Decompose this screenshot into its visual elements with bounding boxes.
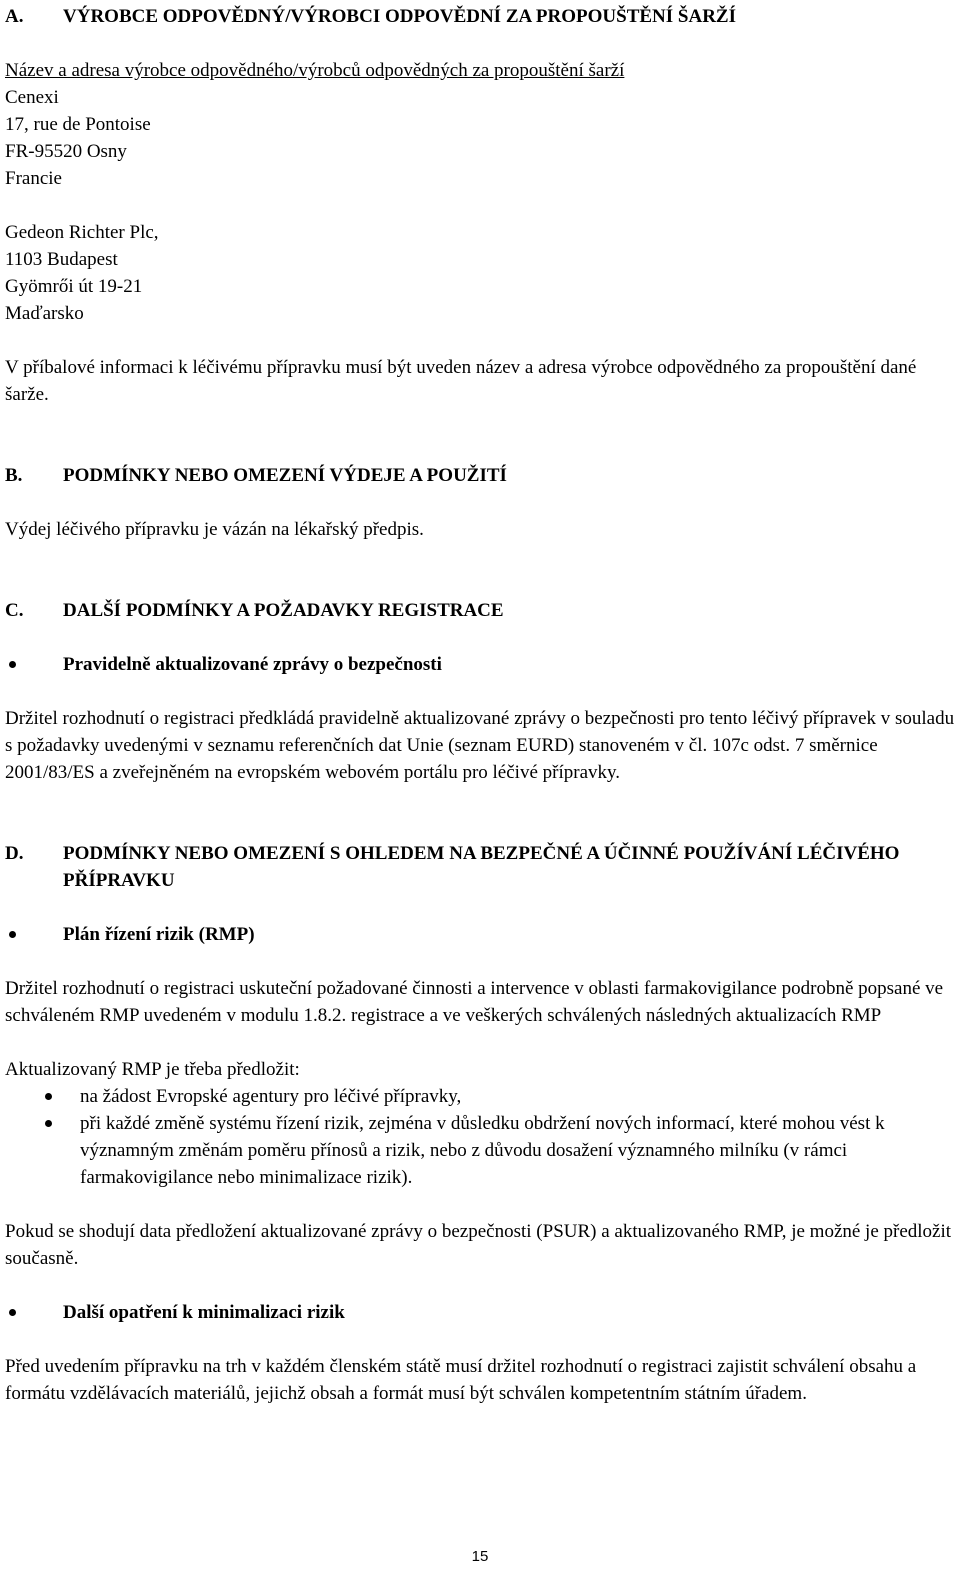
section-d-letter: D. xyxy=(5,843,24,864)
section-a-heading xyxy=(5,3,955,30)
section-d-heading xyxy=(5,840,955,894)
section-d-bullet-rmp-label: Plán řízení rizik (RMP) xyxy=(63,924,255,945)
section-d-bullet-measures-label: Další opatření k minimalizaci rizik xyxy=(63,1302,345,1323)
section-b-text: Výdej léčivého přípravku je vázán na lékařský předpis. xyxy=(5,519,424,540)
bullet-icon xyxy=(5,1110,80,1191)
section-d-bullet-measures xyxy=(5,1299,955,1326)
address-line: FR-95520 Osny xyxy=(5,141,127,162)
section-b-heading xyxy=(5,462,955,489)
section-c-heading xyxy=(5,597,955,624)
bullet-icon xyxy=(5,1083,80,1110)
section-b-title: PODMÍNKY NEBO OMEZENÍ VÝDEJE A POUŽITÍ xyxy=(63,465,507,486)
section-d-title: PODMÍNKY NEBO OMEZENÍ S OHLEDEM NA BEZPEČNÉ A ÚČINNÉ POUŽÍVÁNÍ LÉČIVÉHO PŘÍPRAVKU xyxy=(63,843,900,891)
bullet-icon xyxy=(5,1299,63,1326)
bullet-icon xyxy=(5,651,63,678)
section-c-letter: C. xyxy=(5,600,24,621)
section-d-text-3: Před uvedením přípravku na trh v každém členském státě musí držitel rozhodnutí o registraci zajistit schválení obsahu a formátu vzdělávacích materiálů, jejichž obsah a formát musí být schválen kompetentním státním úřadem. xyxy=(5,1356,917,1404)
section-a-subtitle: Název a adresa výrobce odpovědného/výrobců odpovědných za propouštění šarží xyxy=(5,60,625,81)
section-c-bullet-label: Pravidelně aktualizované zprávy o bezpečnosti xyxy=(63,654,442,675)
list-item xyxy=(5,1083,955,1110)
section-c-title: DALŠÍ PODMÍNKY A POŽADAVKY REGISTRACE xyxy=(63,600,504,621)
address-line: 1103 Budapest xyxy=(5,249,118,270)
address-line: Maďarsko xyxy=(5,303,84,324)
section-a-title: VÝROBCE ODPOVĚDNÝ/VÝROBCI ODPOVĚDNÍ ZA PROPOUŠTĚNÍ ŠARŽÍ xyxy=(63,6,736,27)
section-d-bullet-rmp xyxy=(5,921,955,948)
section-a-letter: A. xyxy=(5,6,24,27)
document-page xyxy=(5,3,955,1407)
rmp-intro: Aktualizovaný RMP je třeba předložit: xyxy=(5,1059,300,1080)
bullet-icon xyxy=(5,921,63,948)
section-b-letter: B. xyxy=(5,465,23,486)
rmp-list xyxy=(5,1083,955,1191)
section-a-note: V příbalové informaci k léčivému přípravku musí být uveden název a adresa výrobce odpovědného za propouštění dané šarže. xyxy=(5,357,917,405)
list-item-text: při každé změně systému řízení rizik, zejména v důsledku obdržení nových informací, které mohou vést k významným změnám poměru přínosů a rizik, nebo z důvodu dosažení významného milníku (v rámci farmakovigilance nebo minimalizace rizik). xyxy=(80,1113,885,1188)
section-c-bullet xyxy=(5,651,955,678)
address-line: Francie xyxy=(5,168,62,189)
address-line: Cenexi xyxy=(5,87,59,108)
list-item-text: na žádost Evropské agentury pro léčivé přípravky, xyxy=(80,1086,462,1107)
page-number: 15 xyxy=(471,1548,489,1565)
address-line: Gyömrői út 19-21 xyxy=(5,276,143,297)
section-d-text-2: Pokud se shodují data předložení aktualizované zprávy o bezpečnosti (PSUR) a aktualizovaného RMP, je možné je předložit současně. xyxy=(5,1221,952,1269)
address-line: 17, rue de Pontoise xyxy=(5,114,151,135)
list-item xyxy=(5,1110,955,1191)
section-d-text-1: Držitel rozhodnutí o registraci uskuteční požadované činnosti a intervence v oblasti farmakovigilance podrobně popsané ve schváleném RMP uvedeném v modulu 1.8.2. registrace a ve veškerých schválených následných aktualizacích RMP xyxy=(5,978,944,1026)
address-line: Gedeon Richter Plc, xyxy=(5,222,159,243)
section-c-text: Držitel rozhodnutí o registraci předkládá pravidelně aktualizované zprávy o bezpečnosti pro tento léčivý přípravek v souladu s požadavky uvedenými v seznamu referenčních dat Unie (seznam EURD) stanoveném v čl. 107c odst. 7 směrnice 2001/83/ES a zveřejněném na evropském webovém portálu pro léčivé přípravky. xyxy=(5,708,955,783)
